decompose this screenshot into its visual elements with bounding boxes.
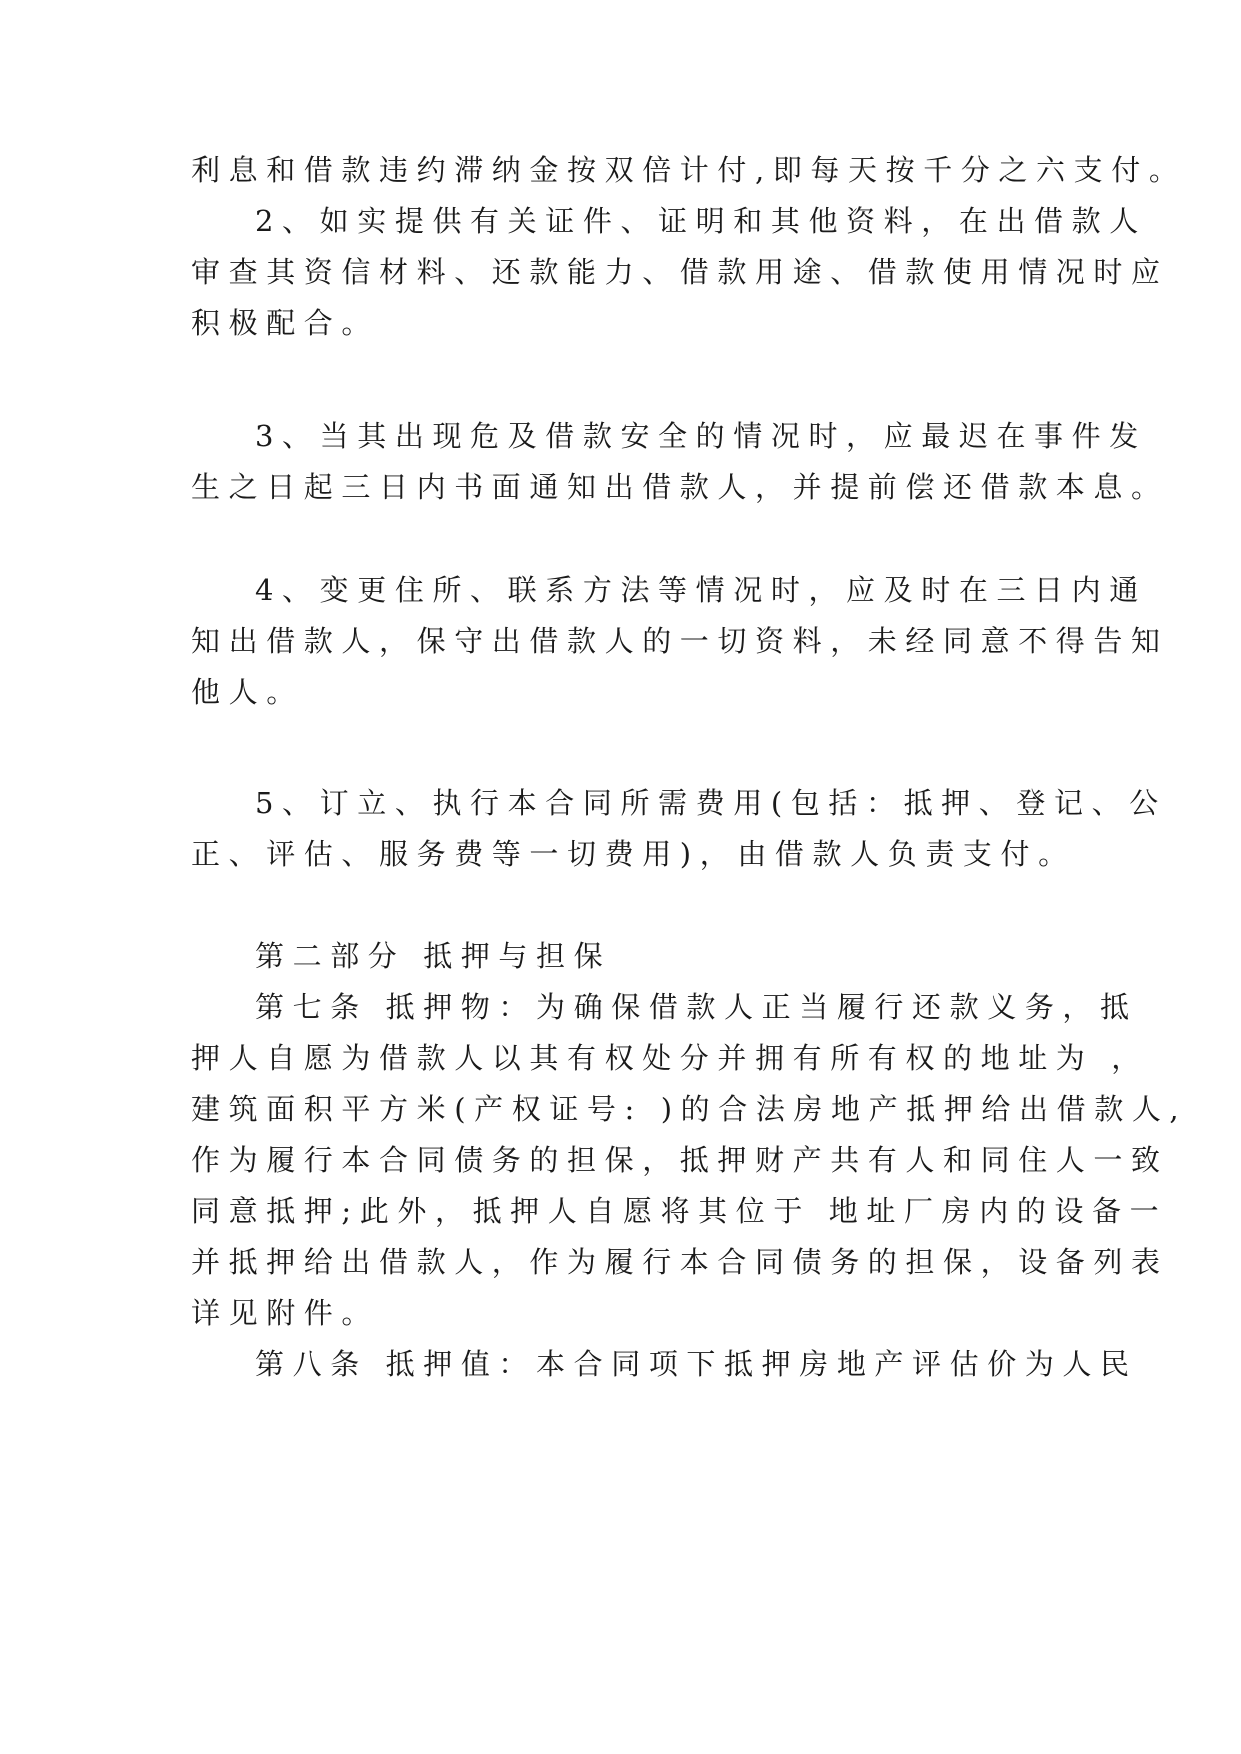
text-line: 并抵押给出借款人，作为履行本合同债务的担保，设备列表 <box>191 1245 1169 1279</box>
text-line: 审查其资信材料、还款能力、借款用途、借款使用情况时应 <box>191 255 1169 289</box>
text-line: 作为履行本合同债务的担保，抵押财产共有人和同住人一致 <box>191 1143 1169 1177</box>
clause-3-text: 3、当其出现危及借款安全的情况时，应最迟在事件发 <box>255 419 1147 453</box>
section-heading: 第二部分 抵押与担保 <box>255 939 612 973</box>
text-line: 建筑面积平方米(产权证号: )的合法房地产抵押给出借款人, <box>191 1092 1188 1126</box>
text-line: 同意抵押;此外，抵押人自愿将其位于 地址厂房内的设备一 <box>191 1194 1168 1228</box>
text-line: 生之日起三日内书面通知出借款人，并提前偿还借款本息。 <box>191 470 1169 504</box>
text-line: 详见附件。 <box>191 1296 380 1330</box>
article-7-text: 第七条 抵押物：为确保借款人正当履行还款义务，抵 <box>255 990 1138 1024</box>
clause-2-text: 2、如实提供有关证件、证明和其他资料，在出借款人 <box>255 204 1147 238</box>
text-line: 积极配合。 <box>191 306 380 340</box>
clause-5-text: 5、订立、执行本合同所需费用(包括：抵押、登记、公 <box>255 786 1167 820</box>
article-8-text: 第八条 抵押值：本合同项下抵押房地产评估价为人民 <box>255 1347 1138 1381</box>
text-line: 押人自愿为借款人以其有权处分并拥有所有权的地址为 ， <box>191 1041 1149 1075</box>
text-line: 利息和借款违约滞纳金按双倍计付,即每天按千分之六支付。 <box>191 153 1187 187</box>
text-line: 正、评估、服务费等一切费用)，由借款人负责支付。 <box>191 837 1076 871</box>
text-line: 他人。 <box>191 675 304 709</box>
clause-4-text: 4、变更住所、联系方法等情况时，应及时在三日内通 <box>255 573 1147 607</box>
text-line: 知出借款人，保守出借款人的一切资料，未经同意不得告知 <box>191 624 1169 658</box>
